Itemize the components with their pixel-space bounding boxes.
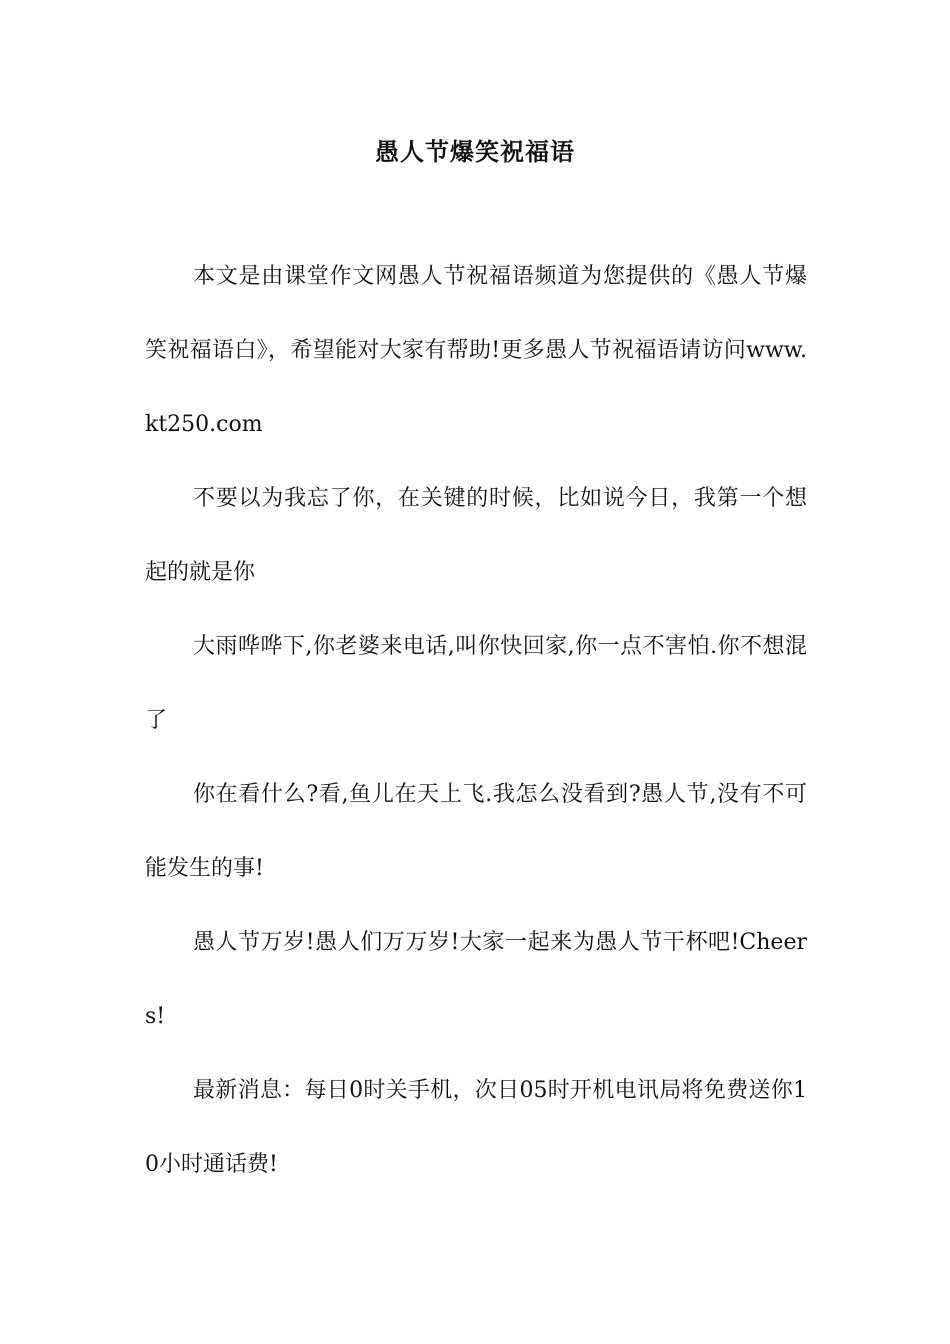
paragraph-greeting-3: 你在看什么?看,鱼儿在天上飞.我怎么没看到?愚人节,没有不可能发生的事! bbox=[145, 782, 807, 881]
paragraph-intro: 本文是由课堂作文网愚人节祝福语频道为您提供的《愚人节爆笑祝福语白》，希望能对大家有帮助!更多愚人节祝福语请访问www.kt250.com bbox=[145, 264, 807, 437]
document-title: 愚人节爆笑祝福语 bbox=[375, 137, 575, 166]
paragraph-greeting-2: 大雨哗哗下,你老婆来电话,叫你快回家,你一点不害怕.你不想混了 bbox=[145, 634, 807, 733]
paragraph-greeting-5: 最新消息：每日0时关手机，次日05时开机电讯局将免费送你10小时通话费! bbox=[145, 1078, 807, 1177]
document-body bbox=[145, 240, 807, 1202]
paragraph-greeting-1: 不要以为我忘了你，在关键的时候，比如说今日，我第一个想起的就是你 bbox=[145, 486, 807, 585]
paragraph-greeting-4: 愚人节万岁!愚人们万万岁!大家一起来为愚人节干杯吧!Cheers! bbox=[145, 930, 807, 1029]
